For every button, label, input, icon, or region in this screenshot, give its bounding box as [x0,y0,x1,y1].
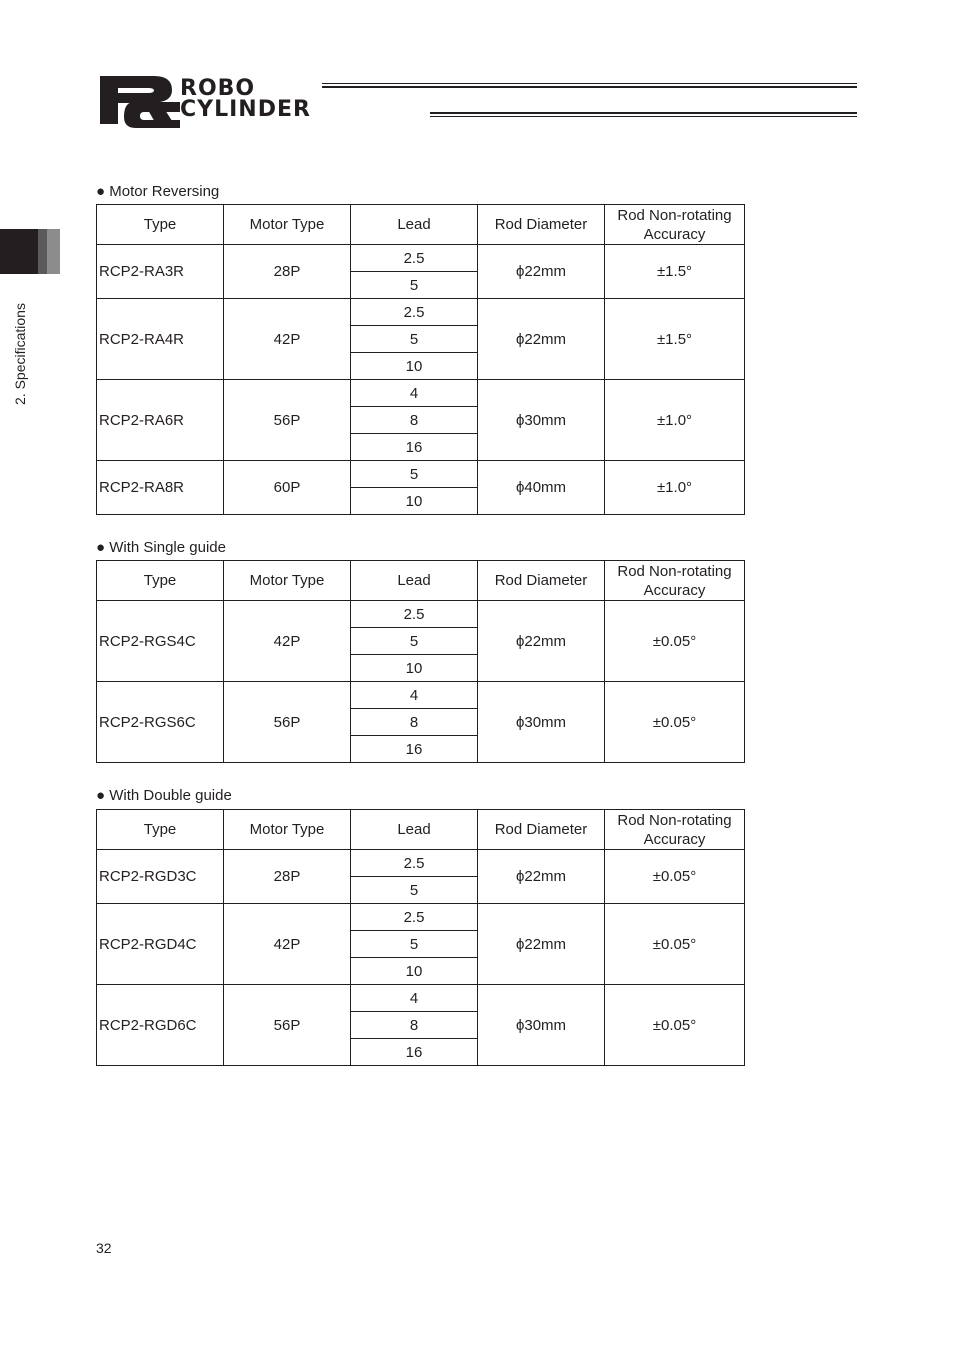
column-header: Motor Type [224,561,351,601]
chapter-tab-shade [47,229,60,274]
motor-type-cell: 60P [224,461,351,515]
column-header: Motor Type [224,810,351,850]
rod-diameter-cell: ϕ22mm [478,850,605,904]
lead-cell: 10 [351,488,478,515]
type-cell: RCP2-RA8R [97,461,224,515]
column-header: Lead [351,561,478,601]
column-header: Lead [351,205,478,245]
column-header: Lead [351,810,478,850]
lead-cell: 2.5 [351,299,478,326]
accuracy-cell: ±1.0° [605,380,745,461]
lead-cell: 16 [351,736,478,763]
column-header: Rod Non-rotating Accuracy [605,205,745,245]
rod-diameter-cell: ϕ22mm [478,601,605,682]
table-row [97,682,745,709]
column-header: Rod Non-rotating Accuracy [605,810,745,850]
rod-diameter-cell: ϕ30mm [478,682,605,763]
motor-type-cell: 42P [224,601,351,682]
lead-cell: 8 [351,407,478,434]
spec-table [96,560,745,763]
header-rule [322,86,857,88]
table-row [97,461,745,488]
lead-cell: 2.5 [351,850,478,877]
column-header: Type [97,810,224,850]
lead-cell: 5 [351,272,478,299]
rod-diameter-cell: ϕ40mm [478,461,605,515]
rod-diameter-cell: ϕ22mm [478,904,605,985]
motor-type-cell: 56P [224,985,351,1066]
table-row [97,985,745,1012]
table-header-row [97,561,745,601]
table-row [97,299,745,326]
column-header: Motor Type [224,205,351,245]
type-cell: RCP2-RGD3C [97,850,224,904]
lead-cell: 4 [351,682,478,709]
lead-cell: 2.5 [351,245,478,272]
type-cell: RCP2-RA4R [97,299,224,380]
table-header-row [97,205,745,245]
lead-cell: 10 [351,958,478,985]
lead-cell: 4 [351,985,478,1012]
chapter-tab [0,229,38,274]
table-row [97,850,745,877]
type-cell: RCP2-RGD4C [97,904,224,985]
column-header: Rod Diameter [478,810,605,850]
lead-cell: 5 [351,326,478,353]
chapter-tab-shade [38,229,47,274]
spec-table [96,809,745,1066]
rod-diameter-cell: ϕ22mm [478,245,605,299]
accuracy-cell: ±1.5° [605,299,745,380]
type-cell: RCP2-RA3R [97,245,224,299]
header-rule [322,83,857,84]
section-title: ● With Single guide [96,539,226,556]
motor-type-cell: 56P [224,380,351,461]
accuracy-cell: ±1.5° [605,245,745,299]
lead-cell: 16 [351,434,478,461]
lead-cell: 10 [351,655,478,682]
lead-cell: 8 [351,1012,478,1039]
column-header: Type [97,561,224,601]
spec-table [96,204,745,515]
section-title: ● With Double guide [96,787,232,804]
motor-type-cell: 56P [224,682,351,763]
rod-diameter-cell: ϕ30mm [478,985,605,1066]
lead-cell: 16 [351,1039,478,1066]
motor-type-cell: 42P [224,299,351,380]
lead-cell: 8 [351,709,478,736]
lead-cell: 5 [351,461,478,488]
accuracy-cell: ±0.05° [605,904,745,985]
section-title: ● Motor Reversing [96,183,220,200]
motor-type-cell: 28P [224,245,351,299]
type-cell: RCP2-RA6R [97,380,224,461]
lead-cell: 5 [351,931,478,958]
column-header: Rod Diameter [478,561,605,601]
type-cell: RCP2-RGS6C [97,682,224,763]
accuracy-cell: ±0.05° [605,985,745,1066]
motor-type-cell: 28P [224,850,351,904]
accuracy-cell: ±0.05° [605,682,745,763]
chapter-label: 2. Specifications [12,303,28,405]
rod-diameter-cell: ϕ22mm [478,299,605,380]
rod-diameter-cell: ϕ30mm [478,380,605,461]
lead-cell: 2.5 [351,904,478,931]
logo-text-cylinder: CYLINDER [180,97,311,122]
header-rule [430,112,857,114]
page-number: 32 [96,1240,112,1256]
accuracy-cell: ±1.0° [605,461,745,515]
type-cell: RCP2-RGD6C [97,985,224,1066]
table-header-row [97,810,745,850]
lead-cell: 10 [351,353,478,380]
table-row [97,904,745,931]
table-row [97,245,745,272]
accuracy-cell: ±0.05° [605,850,745,904]
lead-cell: 5 [351,877,478,904]
table-row [97,601,745,628]
column-header: Rod Diameter [478,205,605,245]
type-cell: RCP2-RGS4C [97,601,224,682]
table-row [97,380,745,407]
logo-text-robo: ROBO [180,76,256,101]
lead-cell: 2.5 [351,601,478,628]
column-header: Rod Non-rotating Accuracy [605,561,745,601]
motor-type-cell: 42P [224,904,351,985]
lead-cell: 4 [351,380,478,407]
accuracy-cell: ±0.05° [605,601,745,682]
column-header: Type [97,205,224,245]
header-rule [430,116,857,117]
lead-cell: 5 [351,628,478,655]
